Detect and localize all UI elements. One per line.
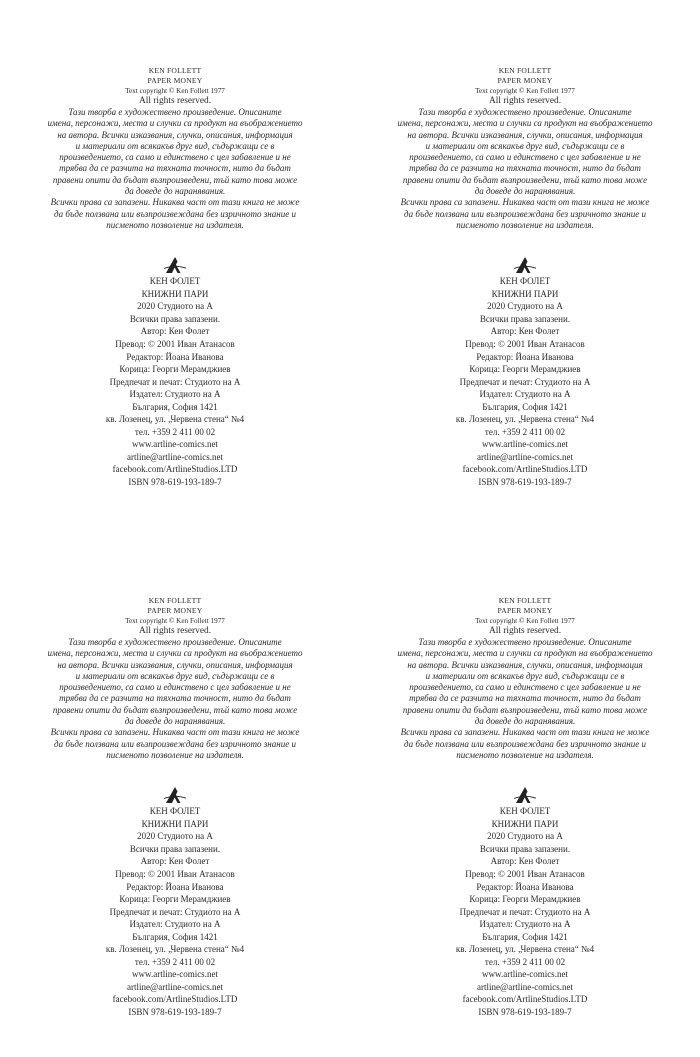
imprint-line: Издател: Студиото на А xyxy=(479,389,571,400)
imprint-line: Автор: Кен Фолет xyxy=(490,856,560,867)
imprint-line: ISBN 978-619-193-189-7 xyxy=(478,477,572,488)
disclaimer-line: да бъде ползвана или възпроизвеждана без изричното знание и xyxy=(54,738,296,749)
rights-en: All rights reserved. xyxy=(488,96,562,106)
imprint-line: Редактор: Йоана Иванова xyxy=(476,881,574,892)
disclaimer xyxy=(0,107,350,231)
disclaimer-line: Всички права са запазени. Никаква част от тази книга не може xyxy=(400,727,650,738)
copyright-page xyxy=(0,66,350,489)
disclaimer-line: на автора. Всички изказвания, случки, описания, информация xyxy=(57,659,293,670)
disclaimer-line: писменото позволение на издателя. xyxy=(456,219,594,230)
imprint-line: 2020 Студиото на А xyxy=(487,831,563,842)
imprint-line: КЕН ФОЛЕТ xyxy=(499,276,551,287)
disclaimer-line: имена, персонажи, места и случки са продукт на въображението xyxy=(397,648,653,659)
imprint-line: 2020 Студиото на А xyxy=(487,301,563,312)
imprint-line: КЕН ФОЛЕТ xyxy=(149,276,201,287)
imprint xyxy=(0,806,350,1018)
disclaimer-line: Всички права са запазени. Никаква част от тази книга не може xyxy=(50,727,300,738)
title-en: PAPER MONEY xyxy=(147,606,203,615)
disclaimer-line: трябва да се разчита на тяхната точност, нито да бъдат xyxy=(59,163,291,174)
disclaimer-line: произведението, са само и единствено с цел забавление и не xyxy=(409,152,641,163)
disclaimer xyxy=(350,637,700,761)
imprint-line: Автор: Кен Фолет xyxy=(490,326,560,337)
disclaimer-line: произведението, са само и единствено с цел забавление и не xyxy=(59,682,291,693)
imprint-line: Предпечат и печат: Студиото на А xyxy=(109,906,241,917)
imprint-line: България, София 1421 xyxy=(132,401,218,412)
imprint-line: КЕН ФОЛЕТ xyxy=(149,806,201,817)
imprint-line: тел. +359 2 411 00 02 xyxy=(484,426,566,437)
disclaimer-line: правени опити да бъдат възпроизведени, тъй като това може xyxy=(402,704,648,715)
disclaimer-line: Тази творба е художествено произведение. Описаните xyxy=(418,107,632,117)
copyright-page xyxy=(350,596,700,1019)
imprint-line: Автор: Кен Фолет xyxy=(140,856,210,867)
imprint-line: ISBN 978-619-193-189-7 xyxy=(128,477,222,488)
publisher-a-logo-icon xyxy=(163,785,187,805)
disclaimer-line: писменото позволение на издателя. xyxy=(106,749,244,760)
imprint-line: Редактор: Йоана Иванова xyxy=(476,351,574,362)
disclaimer-line: на автора. Всички изказвания, случки, описания, информация xyxy=(57,129,293,140)
imprint-line: Превод: © 2001 Иван Атанасов xyxy=(465,339,585,349)
imprint-line: Издател: Студиото на А xyxy=(129,389,221,400)
imprint-line: Издател: Студиото на А xyxy=(129,919,221,930)
imprint-line: Корица: Георги Мерамджиев xyxy=(119,894,231,905)
imprint-line: Предпечат и печат: Студиото на А xyxy=(109,376,241,387)
imprint-line: КНИЖНИ ПАРИ xyxy=(491,818,559,829)
disclaimer-line: и материали от всякакъв друг вид, съдържащи се в xyxy=(425,140,625,151)
imprint-line: тел. +359 2 411 00 02 xyxy=(134,956,216,967)
imprint-line: КЕН ФОЛЕТ xyxy=(499,806,551,817)
disclaimer-line: да бъде ползвана или възпроизвеждана без изричното знание и xyxy=(404,208,646,219)
imprint xyxy=(350,806,700,1018)
imprint-line: www.artline-comics.net xyxy=(482,969,568,980)
title-en: PAPER MONEY xyxy=(147,76,203,85)
disclaimer-line: писменото позволение на издателя. xyxy=(456,749,594,760)
imprint-line: Автор: Кен Фолет xyxy=(140,326,210,337)
title-en: PAPER MONEY xyxy=(497,606,553,615)
publisher-a-logo-icon xyxy=(513,255,537,275)
author-en: KEN FOLLETT xyxy=(498,596,552,605)
imprint-line: България, София 1421 xyxy=(132,931,218,942)
disclaimer-line: произведението, са само и единствено с цел забавление и не xyxy=(409,682,641,693)
imprint-line: Всички права запазени. xyxy=(129,313,221,324)
imprint-line: КНИЖНИ ПАРИ xyxy=(141,288,209,299)
disclaimer-line: произведението, са само и единствено с цел забавление и не xyxy=(59,152,291,163)
author-en: KEN FOLLETT xyxy=(498,66,552,75)
imprint-line: Превод: © 2001 Иван Атанасов xyxy=(115,339,235,349)
imprint-line: 2020 Студиото на А xyxy=(137,831,213,842)
disclaimer xyxy=(350,107,700,231)
author-en: KEN FOLLETT xyxy=(148,66,202,75)
imprint xyxy=(0,276,350,488)
disclaimer-line: Всички права са запазени. Никаква част от тази книга не може xyxy=(50,197,300,208)
imprint-line: кв. Лозенец, ул. „Червена стена“ №4 xyxy=(105,944,245,955)
imprint-line: Корица: Георги Мерамджиев xyxy=(119,364,231,375)
publisher-a-logo-icon xyxy=(513,785,537,805)
imprint-line: тел. +359 2 411 00 02 xyxy=(134,426,216,437)
disclaimer-line: на автора. Всички изказвания, случки, описания, информация xyxy=(407,129,643,140)
copyright-page xyxy=(0,596,350,1019)
disclaimer-line: имена, персонажи, места и случки са продукт на въображението xyxy=(47,118,303,129)
disclaimer-line: Тази творба е художествено произведение. Описаните xyxy=(418,637,632,647)
imprint-line: Предпечат и печат: Студиото на А xyxy=(459,906,591,917)
imprint-line: КНИЖНИ ПАРИ xyxy=(141,818,209,829)
copyright-en: Text copyright © Ken Follett 1977 xyxy=(125,617,225,625)
imprint-line: artline@artline-comics.net xyxy=(127,451,223,462)
disclaimer-line: имена, персонажи, места и случки са продукт на въображението xyxy=(397,118,653,129)
imprint-line: www.artline-comics.net xyxy=(482,439,568,450)
disclaimer-line: и материали от всякакъв друг вид, съдържащи се в xyxy=(75,670,275,681)
disclaimer-line: да бъде ползвана или възпроизвеждана без изричното знание и xyxy=(404,738,646,749)
title-en: PAPER MONEY xyxy=(497,76,553,85)
imprint-line: artline@artline-comics.net xyxy=(477,451,573,462)
imprint-line: facebook.com/ArtlineStudios.LTD xyxy=(462,994,588,1005)
imprint-line: кв. Лозенец, ул. „Червена стена“ №4 xyxy=(105,414,245,425)
disclaimer-line: правени опити да бъдат възпроизведени, тъй като това може xyxy=(52,174,298,185)
disclaimer-line: и материали от всякакъв друг вид, съдържащи се в xyxy=(425,670,625,681)
imprint-line: Превод: © 2001 Иван Атанасов xyxy=(115,869,235,879)
disclaimer-line: правени опити да бъдат възпроизведени, тъй като това може xyxy=(52,704,298,715)
disclaimer-line: да доведе до наранявания. xyxy=(474,716,576,727)
imprint-line: България, София 1421 xyxy=(482,401,568,412)
imprint-line: artline@artline-comics.net xyxy=(477,981,573,992)
imprint-line: кв. Лозенец, ул. „Червена стена“ №4 xyxy=(455,944,595,955)
disclaimer-line: трябва да се разчита на тяхната точност, нито да бъдат xyxy=(59,693,291,704)
imprint-line: facebook.com/ArtlineStudios.LTD xyxy=(462,464,588,475)
imprint-line: Всички права запазени. xyxy=(129,843,221,854)
imprint-line: ISBN 978-619-193-189-7 xyxy=(128,1007,222,1018)
imprint-line: Редактор: Йоана Иванова xyxy=(126,881,224,892)
imprint-line: Предпечат и печат: Студиото на А xyxy=(459,376,591,387)
imprint-line: Корица: Георги Мерамджиев xyxy=(469,894,581,905)
disclaimer-line: писменото позволение на издателя. xyxy=(106,219,244,230)
imprint xyxy=(350,276,700,488)
imprint-line: Корица: Георги Мерамджиев xyxy=(469,364,581,375)
disclaimer-line: да доведе до наранявания. xyxy=(124,716,226,727)
imprint-line: България, София 1421 xyxy=(482,931,568,942)
copyright-page xyxy=(350,66,700,489)
imprint-line: artline@artline-comics.net xyxy=(127,981,223,992)
publisher-a-logo-icon xyxy=(163,255,187,275)
disclaimer-line: трябва да се разчита на тяхната точност, нито да бъдат xyxy=(409,163,641,174)
rights-en: All rights reserved. xyxy=(138,626,212,636)
disclaimer-line: да бъде ползвана или възпроизвеждана без изричното знание и xyxy=(54,208,296,219)
imprint-line: КНИЖНИ ПАРИ xyxy=(491,288,559,299)
disclaimer xyxy=(0,637,350,761)
rights-en: All rights reserved. xyxy=(488,626,562,636)
imprint-line: www.artline-comics.net xyxy=(132,439,218,450)
disclaimer-line: на автора. Всички изказвания, случки, описания, информация xyxy=(407,659,643,670)
imprint-line: facebook.com/ArtlineStudios.LTD xyxy=(112,994,238,1005)
copyright-en: Text copyright © Ken Follett 1977 xyxy=(475,617,575,625)
rights-en: All rights reserved. xyxy=(138,96,212,106)
imprint-line: Издател: Студиото на А xyxy=(479,919,571,930)
disclaimer-line: имена, персонажи, места и случки са продукт на въображението xyxy=(47,648,303,659)
imprint-line: Превод: © 2001 Иван Атанасов xyxy=(465,869,585,879)
disclaimer-line: да доведе до наранявания. xyxy=(474,186,576,197)
copyright-en: Text copyright © Ken Follett 1977 xyxy=(475,87,575,95)
imprint-line: 2020 Студиото на А xyxy=(137,301,213,312)
disclaimer-line: правени опити да бъдат възпроизведени, тъй като това може xyxy=(402,174,648,185)
imprint-line: www.artline-comics.net xyxy=(132,969,218,980)
disclaimer-line: Всички права са запазени. Никаква част от тази книга не може xyxy=(400,197,650,208)
disclaimer-line: и материали от всякакъв друг вид, съдържащи се в xyxy=(75,140,275,151)
imprint-line: тел. +359 2 411 00 02 xyxy=(484,956,566,967)
imprint-line: ISBN 978-619-193-189-7 xyxy=(478,1007,572,1018)
disclaimer-line: да доведе до наранявания. xyxy=(124,186,226,197)
imprint-line: Всички права запазени. xyxy=(479,843,571,854)
copyright-en: Text copyright © Ken Follett 1977 xyxy=(125,87,225,95)
imprint-line: кв. Лозенец, ул. „Червена стена“ №4 xyxy=(455,414,595,425)
disclaimer-line: Тази творба е художествено произведение. Описаните xyxy=(68,107,282,117)
disclaimer-line: трябва да се разчита на тяхната точност, нито да бъдат xyxy=(409,693,641,704)
imprint-line: Всички права запазени. xyxy=(479,313,571,324)
imprint-line: facebook.com/ArtlineStudios.LTD xyxy=(112,464,238,475)
disclaimer-line: Тази творба е художествено произведение. Описаните xyxy=(68,637,282,647)
author-en: KEN FOLLETT xyxy=(148,596,202,605)
imprint-line: Редактор: Йоана Иванова xyxy=(126,351,224,362)
